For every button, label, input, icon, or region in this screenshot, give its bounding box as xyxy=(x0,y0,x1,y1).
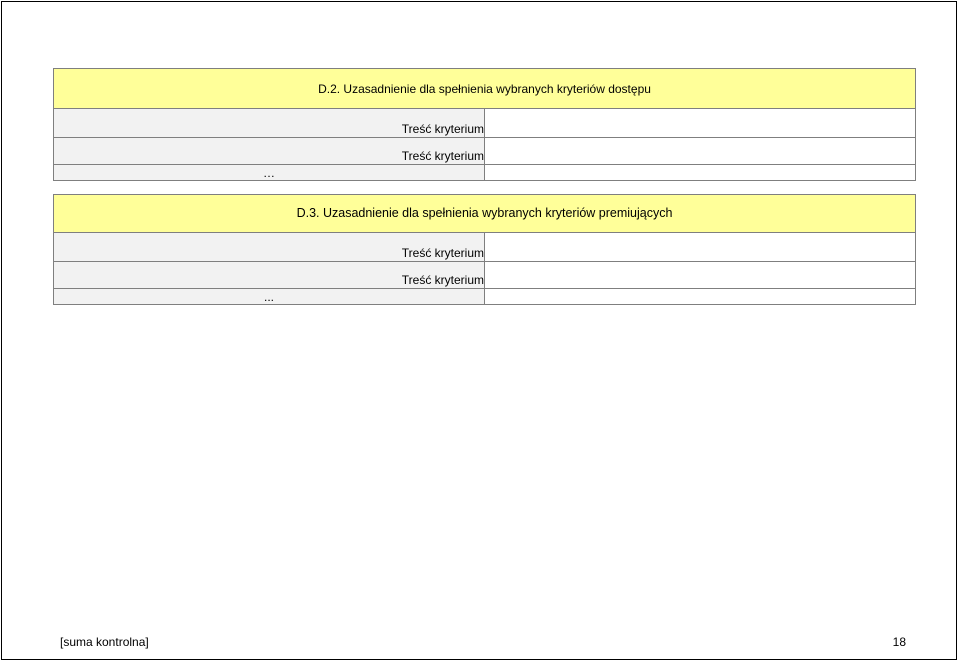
criteria-premium-table xyxy=(53,194,916,305)
criterion-label: … xyxy=(54,165,485,181)
table-row xyxy=(54,233,916,262)
criterion-label: Treść kryterium xyxy=(54,109,485,138)
criterion-label: ... xyxy=(54,289,485,305)
criterion-justification-field[interactable] xyxy=(485,233,916,262)
criterion-label: Treść kryterium xyxy=(54,262,485,289)
criterion-justification-field[interactable] xyxy=(485,138,916,165)
page-number: 18 xyxy=(892,635,906,649)
criterion-label: Treść kryterium xyxy=(54,138,485,165)
table-row xyxy=(54,138,916,165)
criteria-access-table xyxy=(53,68,916,181)
criterion-justification-field[interactable] xyxy=(485,289,916,305)
section-d3-title: D.3. Uzasadnienie dla spełnienia wybranych kryteriów premiujących xyxy=(296,206,673,220)
checksum-label: [suma kontrolna] xyxy=(60,635,149,649)
criterion-justification-field[interactable] xyxy=(485,165,916,181)
section-d2-header xyxy=(54,69,916,109)
table-row xyxy=(54,289,916,305)
table-row xyxy=(54,262,916,289)
table-row xyxy=(54,165,916,181)
section-d3-header xyxy=(54,195,916,233)
criterion-label: Treść kryterium xyxy=(54,233,485,262)
section-d2-title: D.2. Uzasadnienie dla spełnienia wybranych kryteriów dostępu xyxy=(318,82,651,96)
document-page xyxy=(1,1,957,660)
page-footer xyxy=(60,635,906,649)
criterion-justification-field[interactable] xyxy=(485,109,916,138)
table-row xyxy=(54,109,916,138)
criterion-justification-field[interactable] xyxy=(485,262,916,289)
